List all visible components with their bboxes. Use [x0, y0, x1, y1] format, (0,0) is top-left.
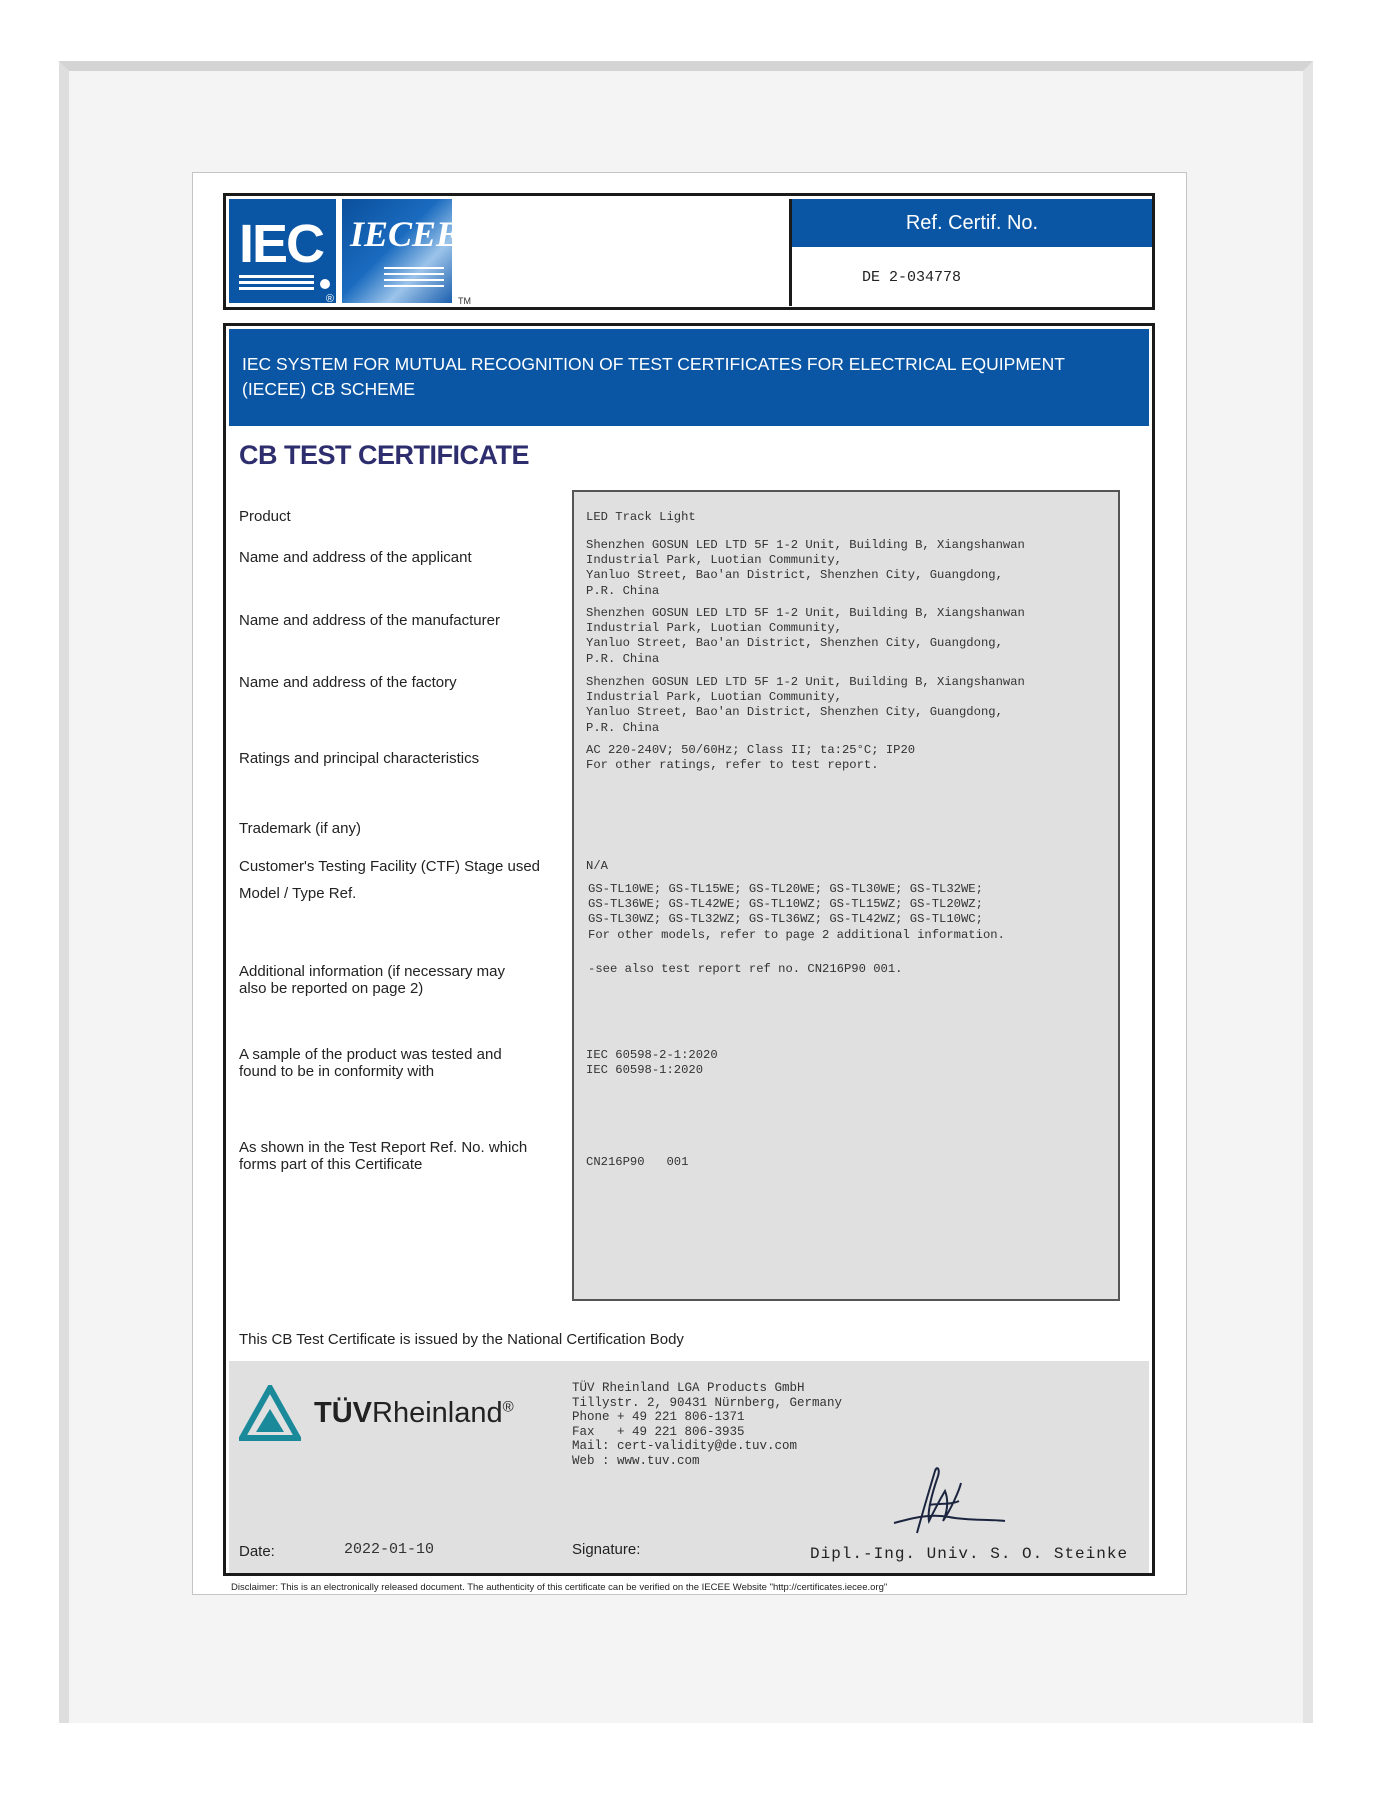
iec-logo-lines: [239, 275, 314, 293]
field-value-ctf-stage: N/A: [586, 859, 608, 873]
certification-body-address: TÜV Rheinland LGA Products GmbH Tillystr. 2, 90431 Nürnberg, Germany Phone + 49 221 806-1371 Fax + 49 221 806-3935 Mail: cert-validity@de.tuv.com Web : www.tuv.com: [572, 1381, 843, 1468]
field-value-model: GS-TL10WE; GS-TL15WE; GS-TL20WE; GS-TL30WE; GS-TL32WE; GS-TL36WE; GS-TL42WE; GS-TL10WZ; GS-TL15WZ; GS-TL20WZ; GS-TL30WZ; GS-TL32WZ; GS-TL36WZ; GS-TL42WZ; GS-TL10WC; For other models, refer to page 2 additional information.: [588, 882, 1005, 942]
field-label-ratings: Ratings and principal characteristics: [239, 750, 480, 767]
date-value: 2022-01-10: [344, 1541, 435, 1558]
field-label-factory: Name and address of the factory: [239, 674, 457, 691]
field-value-conformity: IEC 60598-2-1:2020 IEC 60598-1:2020: [586, 1048, 718, 1078]
scheme-banner-line2: (IECEE) CB SCHEME: [242, 379, 416, 399]
scheme-banner-line1: IEC SYSTEM FOR MUTUAL RECOGNITION OF TEST CERTIFICATES FOR ELECTRICAL EQUIPMENT: [242, 354, 1065, 374]
field-value-ratings: AC 220-240V; 50/60Hz; Class II; ta:25°C; IP20 For other ratings, refer to test report.: [586, 743, 916, 773]
scheme-banner: [229, 329, 1149, 426]
disclaimer-text: Disclaimer: This is an electronically released document. The authenticity of this certificate can be verified on the IECEE Website "http://certificates.iecee.org": [231, 1582, 888, 1593]
field-label-ctf-stage: Customer's Testing Facility (CTF) Stage used: [239, 858, 541, 875]
certificate-body: [223, 323, 1155, 1576]
certification-body-footer: [229, 1361, 1149, 1573]
field-value-additional-info: -see also test report ref no. CN216P90 001.: [588, 962, 903, 976]
handwritten-signature: [889, 1461, 1009, 1541]
field-value-product: LED Track Light: [586, 510, 696, 524]
field-value-manufacturer: Shenzhen GOSUN LED LTD 5F 1-2 Unit, Building B, Xiangshanwan Industrial Park, Luotian Community, Yanluo Street, Bao'an District, Shenzhen City, Guangdong, P.R. China: [586, 606, 1025, 666]
field-value-applicant: Shenzhen GOSUN LED LTD 5F 1-2 Unit, Building B, Xiangshanwan Industrial Park, Luotian Community, Yanluo Street, Bao'an District, Shenzhen City, Guangdong, P.R. China: [586, 538, 1025, 598]
iecee-logo-text: IECEE: [350, 214, 461, 254]
field-value-factory: Shenzhen GOSUN LED LTD 5F 1-2 Unit, Building B, Xiangshanwan Industrial Park, Luotian Community, Yanluo Street, Bao'an District, Shenzhen City, Guangdong, P.R. China: [586, 675, 1025, 735]
field-label-applicant: Name and address of the applicant: [239, 549, 472, 566]
field-label-test-report: As shown in the Test Report Ref. No. which forms part of this Certificate: [239, 1139, 528, 1173]
date-label: Date:: [239, 1543, 275, 1560]
certificate-title: CB TEST CERTIFICATE: [239, 440, 529, 470]
iec-logo-registered: ®: [325, 293, 334, 305]
field-values-box: [572, 490, 1120, 1301]
ref-certificate-number: DE 2-034778: [862, 269, 962, 286]
iecee-trademark: TM: [458, 296, 471, 306]
iec-logo: [229, 199, 336, 303]
tuv-brand: [314, 1397, 514, 1430]
field-label-product: Product: [239, 508, 291, 525]
field-label-additional-info: Additional information (if necessary may also be reported on page 2): [239, 963, 505, 997]
field-value-test-report: CN216P90 001: [586, 1155, 689, 1169]
iecee-logo: [342, 199, 461, 303]
signatory-name: Dipl.-Ing. Univ. S. O. Steinke: [810, 1545, 1129, 1563]
certificate-header: [223, 193, 1155, 310]
field-label-manufacturer: Name and address of the manufacturer: [239, 612, 500, 629]
field-label-trademark: Trademark (if any): [239, 820, 361, 837]
iec-logo-text: IEC: [239, 214, 324, 274]
ref-certificate-box: [789, 199, 1152, 306]
signature-label: Signature:: [572, 1541, 641, 1558]
field-label-conformity: A sample of the product was tested and found to be in conformity with: [239, 1046, 502, 1080]
tuv-brand-registered: ®: [502, 1398, 514, 1416]
ref-certificate-title: Ref. Certif. No.: [792, 199, 1152, 247]
tuv-triangle-icon: [239, 1385, 301, 1441]
certificate-page: [192, 172, 1187, 1595]
iecee-logo-bars: [384, 267, 444, 291]
issued-by-statement: This CB Test Certificate is issued by the National Certification Body: [239, 1331, 684, 1348]
tuv-brand-rest: Rheinland: [372, 1397, 503, 1429]
tuv-brand-bold: TÜV: [314, 1397, 372, 1429]
iec-logo-dot: [320, 279, 330, 289]
field-label-model: Model / Type Ref.: [239, 885, 357, 902]
